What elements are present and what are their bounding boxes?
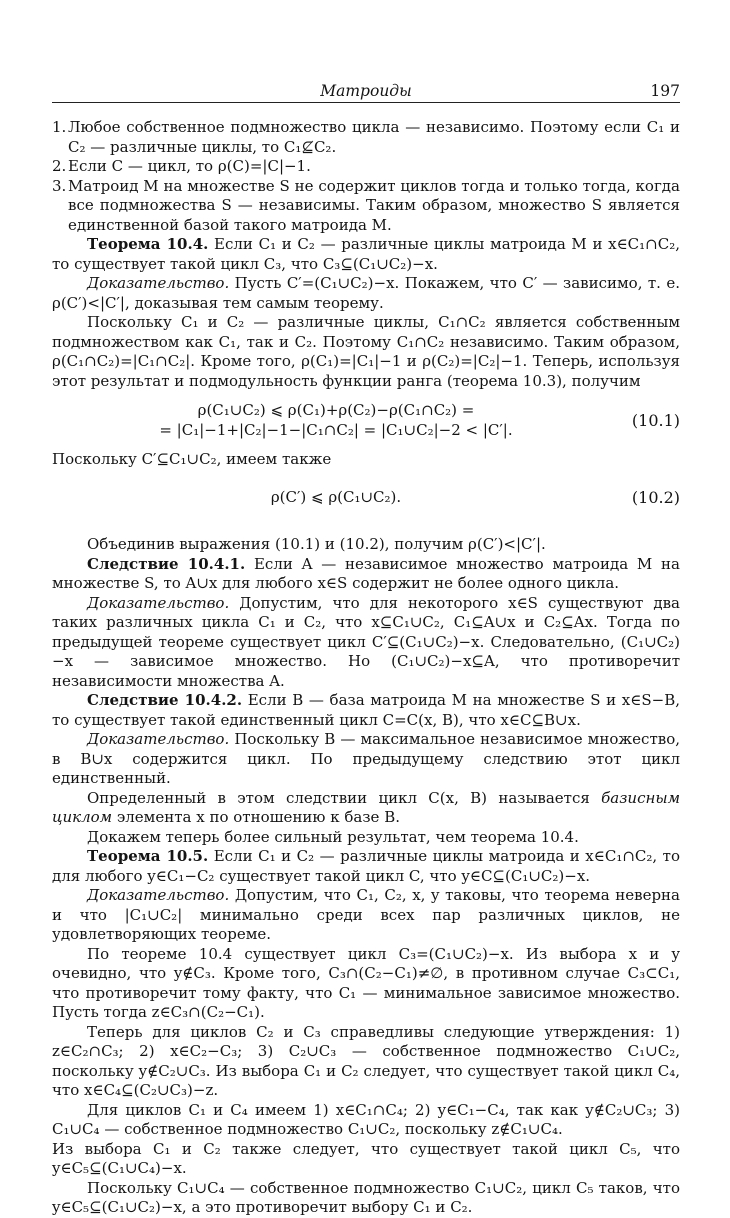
proof-label: Доказательство. bbox=[87, 730, 230, 748]
equation-number: (10.2) bbox=[631, 487, 680, 507]
paragraph-final: Поскольку C₁∪C₄ — собственное подмножество C₁∪C₂, цикл C₅ таков, что y∈C₅⊆(C₁∪C₂)−x, а это противоречит выбору C₁ и C₂. bbox=[52, 1178, 680, 1216]
proof-label: Доказательство. bbox=[87, 886, 230, 904]
list-item-text: Если C — цикл, то ρ(C)=|C|−1. bbox=[68, 157, 311, 175]
paragraph-now: Теперь для циклов C₂ и C₃ справедливы следующие утверждения: 1) z∈C₂∩C₃; 2) x∈C₂−C₃; 3) C₂∪C₃ — собственное подмножество C₁∪C₂, поскольку y∉C₂∪C₃. Из выбора C₁ и C₂ следует, что существует такой цикл C₄, что x∈C₄⊆(C₂∪C₃)−z. bbox=[52, 1022, 680, 1099]
proof-label: Доказательство. bbox=[87, 593, 230, 612]
paragraph-theorem-ref: По теореме 10.4 существует цикл C₃=(C₁∪C₂)−x. Из выбора x и y очевидно, что y∉C₃. Кроме того, C₃∩(C₂−C₁)≠∅, в противном случае C₃⊂C₁, что противоречит тому факту, что C₁ — минимальное зависимое множество. Пусть тогда z∈C₃∩(C₂−C₁). bbox=[52, 944, 680, 1021]
paragraph-also: Поскольку C′⊆C₁∪C₂, имеем также bbox=[52, 450, 332, 468]
equation-10-1 bbox=[52, 401, 680, 440]
term-basic-cycle: базисным циклом bbox=[52, 788, 680, 826]
equation-line: ρ(C₁∪C₂) ⩽ ρ(C₁)+ρ(C₂)−ρ(C₁∩C₂) = bbox=[197, 401, 475, 419]
proof-10-4-1 bbox=[52, 594, 680, 692]
list-item bbox=[52, 177, 680, 236]
corollary-10-4-1 bbox=[52, 555, 680, 594]
paragraph-c4: Для циклов C₁ и C₄ имеем 1) x∈C₁∩C₄; 2) y∈C₁−C₄, так как y∉C₂∪C₃; 3) C₁∪C₄ — собственное подмножество C₁∪C₂, поскольку z∉C₁∪C₄. bbox=[52, 1100, 680, 1138]
corollary-text: Если A — независимое множество матроида M на множестве S, то A∪x для любого x∈S содержит не более одного цикла. bbox=[52, 554, 680, 592]
paragraph-basic-cycle bbox=[52, 789, 680, 828]
proof-text: Поскольку B — максимальное независимое множество, в B∪x содержится цикл. По предыдущему следствию этот цикл единственный. bbox=[52, 730, 680, 787]
proof-text: Допустим, что C₁, C₂, x, y таковы, что теорема неверна и что |C₁∪C₂| минимально среди всех пар различных циклов, не удовлетворяющих теореме. bbox=[52, 886, 680, 943]
equation-line: = |C₁|−1+|C₂|−1−|C₁∩C₂| = |C₁∪C₂|−2 < |C′|. bbox=[159, 420, 513, 439]
theorem-label: Теорема 10.5. bbox=[87, 847, 209, 865]
equation-10-2 bbox=[52, 488, 680, 508]
paragraph-since: Поскольку C₁ и C₂ — различные циклы, C₁∩C₂ является собственным подмножеством как C₁, так и C₂. Поэтому C₁∩C₂ независимо. Таким образом, ρ(C₁∩C₂)=|C₁∩C₂|. Кроме того, ρ(C₁)=|C₁|−1 и ρ(C₂)=|C₂|−1. Теперь, используя этот результат и подмодульность функции ранга (теорема 10.3), получим bbox=[52, 313, 680, 390]
corollary-text: Если B — база матроида M на множестве S и x∈S−B, то существует такой единственный цикл C=C(x, B), что x∈C⊆B∪x. bbox=[52, 691, 681, 729]
theorem-text: Если C₁ и C₂ — различные циклы матроида и x∈C₁∩C₂, то для любого y∈C₁−C₂ существует такой цикл C, что y∈C⊆(C₁∪C₂)−x. bbox=[52, 847, 681, 885]
proof-10-4 bbox=[52, 274, 680, 313]
paragraph-prove: Докажем теперь более сильный результат, чем теорема 10.4. bbox=[87, 827, 579, 846]
corollary-label: Следствие 10.4.2. bbox=[87, 691, 243, 709]
running-header bbox=[52, 80, 680, 103]
corollary-10-4-2 bbox=[52, 691, 680, 730]
equation-number: (10.1) bbox=[631, 410, 680, 430]
corollary-label: Следствие 10.4.1. bbox=[87, 554, 246, 573]
proof-text: Пусть C′=(C₁∪C₂)−x. Покажем, что C′ — зависимо, т. е. ρ(C′)<|C′|, доказывая тем самым теорему. bbox=[52, 274, 680, 312]
proof-10-5 bbox=[52, 886, 680, 945]
theorem-10-5 bbox=[52, 847, 680, 886]
paragraph-combine: Объединив выражения (10.1) и (10.2), получим ρ(C′)<|C′|. bbox=[87, 535, 546, 553]
list-item-number: 2. bbox=[52, 157, 67, 175]
page-number: 197 bbox=[650, 82, 680, 100]
running-title: Матроиды bbox=[320, 82, 412, 100]
list-item bbox=[52, 157, 680, 177]
paragraph-text: элемента x по отношению к базе B. bbox=[112, 808, 400, 826]
proof-label: Доказательство. bbox=[87, 274, 230, 292]
list-item-number: 1. bbox=[52, 118, 67, 136]
proof-text: Допустим, что для некоторого x∈S существуют два таких различных цикла C₁ и C₂, что x⊆C₁∪C₂, C₁⊆A∪x и C₂⊆Ax. Тогда по предыдущей теореме существует цикл C′⊆(C₁∪C₂)−x. Следовательно, (C₁∪C₂)−x — зависимое множество. Но (C₁∪C₂)−x⊆A, что противоречит независимости множества A. bbox=[52, 593, 680, 690]
list-item-text: Матроид M на множестве S не содержит циклов тогда и только тогда, когда все подмножества S — независимы. Таким образом, множество S является единственной базой такого матроида M. bbox=[68, 176, 680, 234]
theorem-text: Если C₁ и C₂ — различные циклы матроида M и x∈C₁∩C₂, то существует такой цикл C₃, что C₃⊆(C₁∪C₂)−x. bbox=[52, 235, 680, 273]
theorem-label: Теорема 10.4. bbox=[87, 235, 209, 253]
page-body bbox=[52, 118, 680, 1218]
equation-line: ρ(C′) ⩽ ρ(C₁∪C₂). bbox=[270, 487, 402, 506]
paragraph-c5: Из выбора C₁ и C₂ также следует, что существует такой цикл C₅, что y∈C₅⊆(C₁∪C₄)−x. bbox=[52, 1139, 680, 1177]
theorem-10-4 bbox=[52, 235, 680, 274]
proof-10-4-2 bbox=[52, 730, 680, 789]
list-item-text: Любое собственное подмножество цикла — независимо. Поэтому если C₁ и C₂ — различные циклы, то C₁⊈C₂. bbox=[68, 118, 680, 156]
list-item bbox=[52, 118, 680, 157]
paragraph-text: Определенный в этом следствии цикл C(x, B) называется bbox=[87, 788, 602, 807]
list-item-number: 3. bbox=[52, 176, 67, 195]
